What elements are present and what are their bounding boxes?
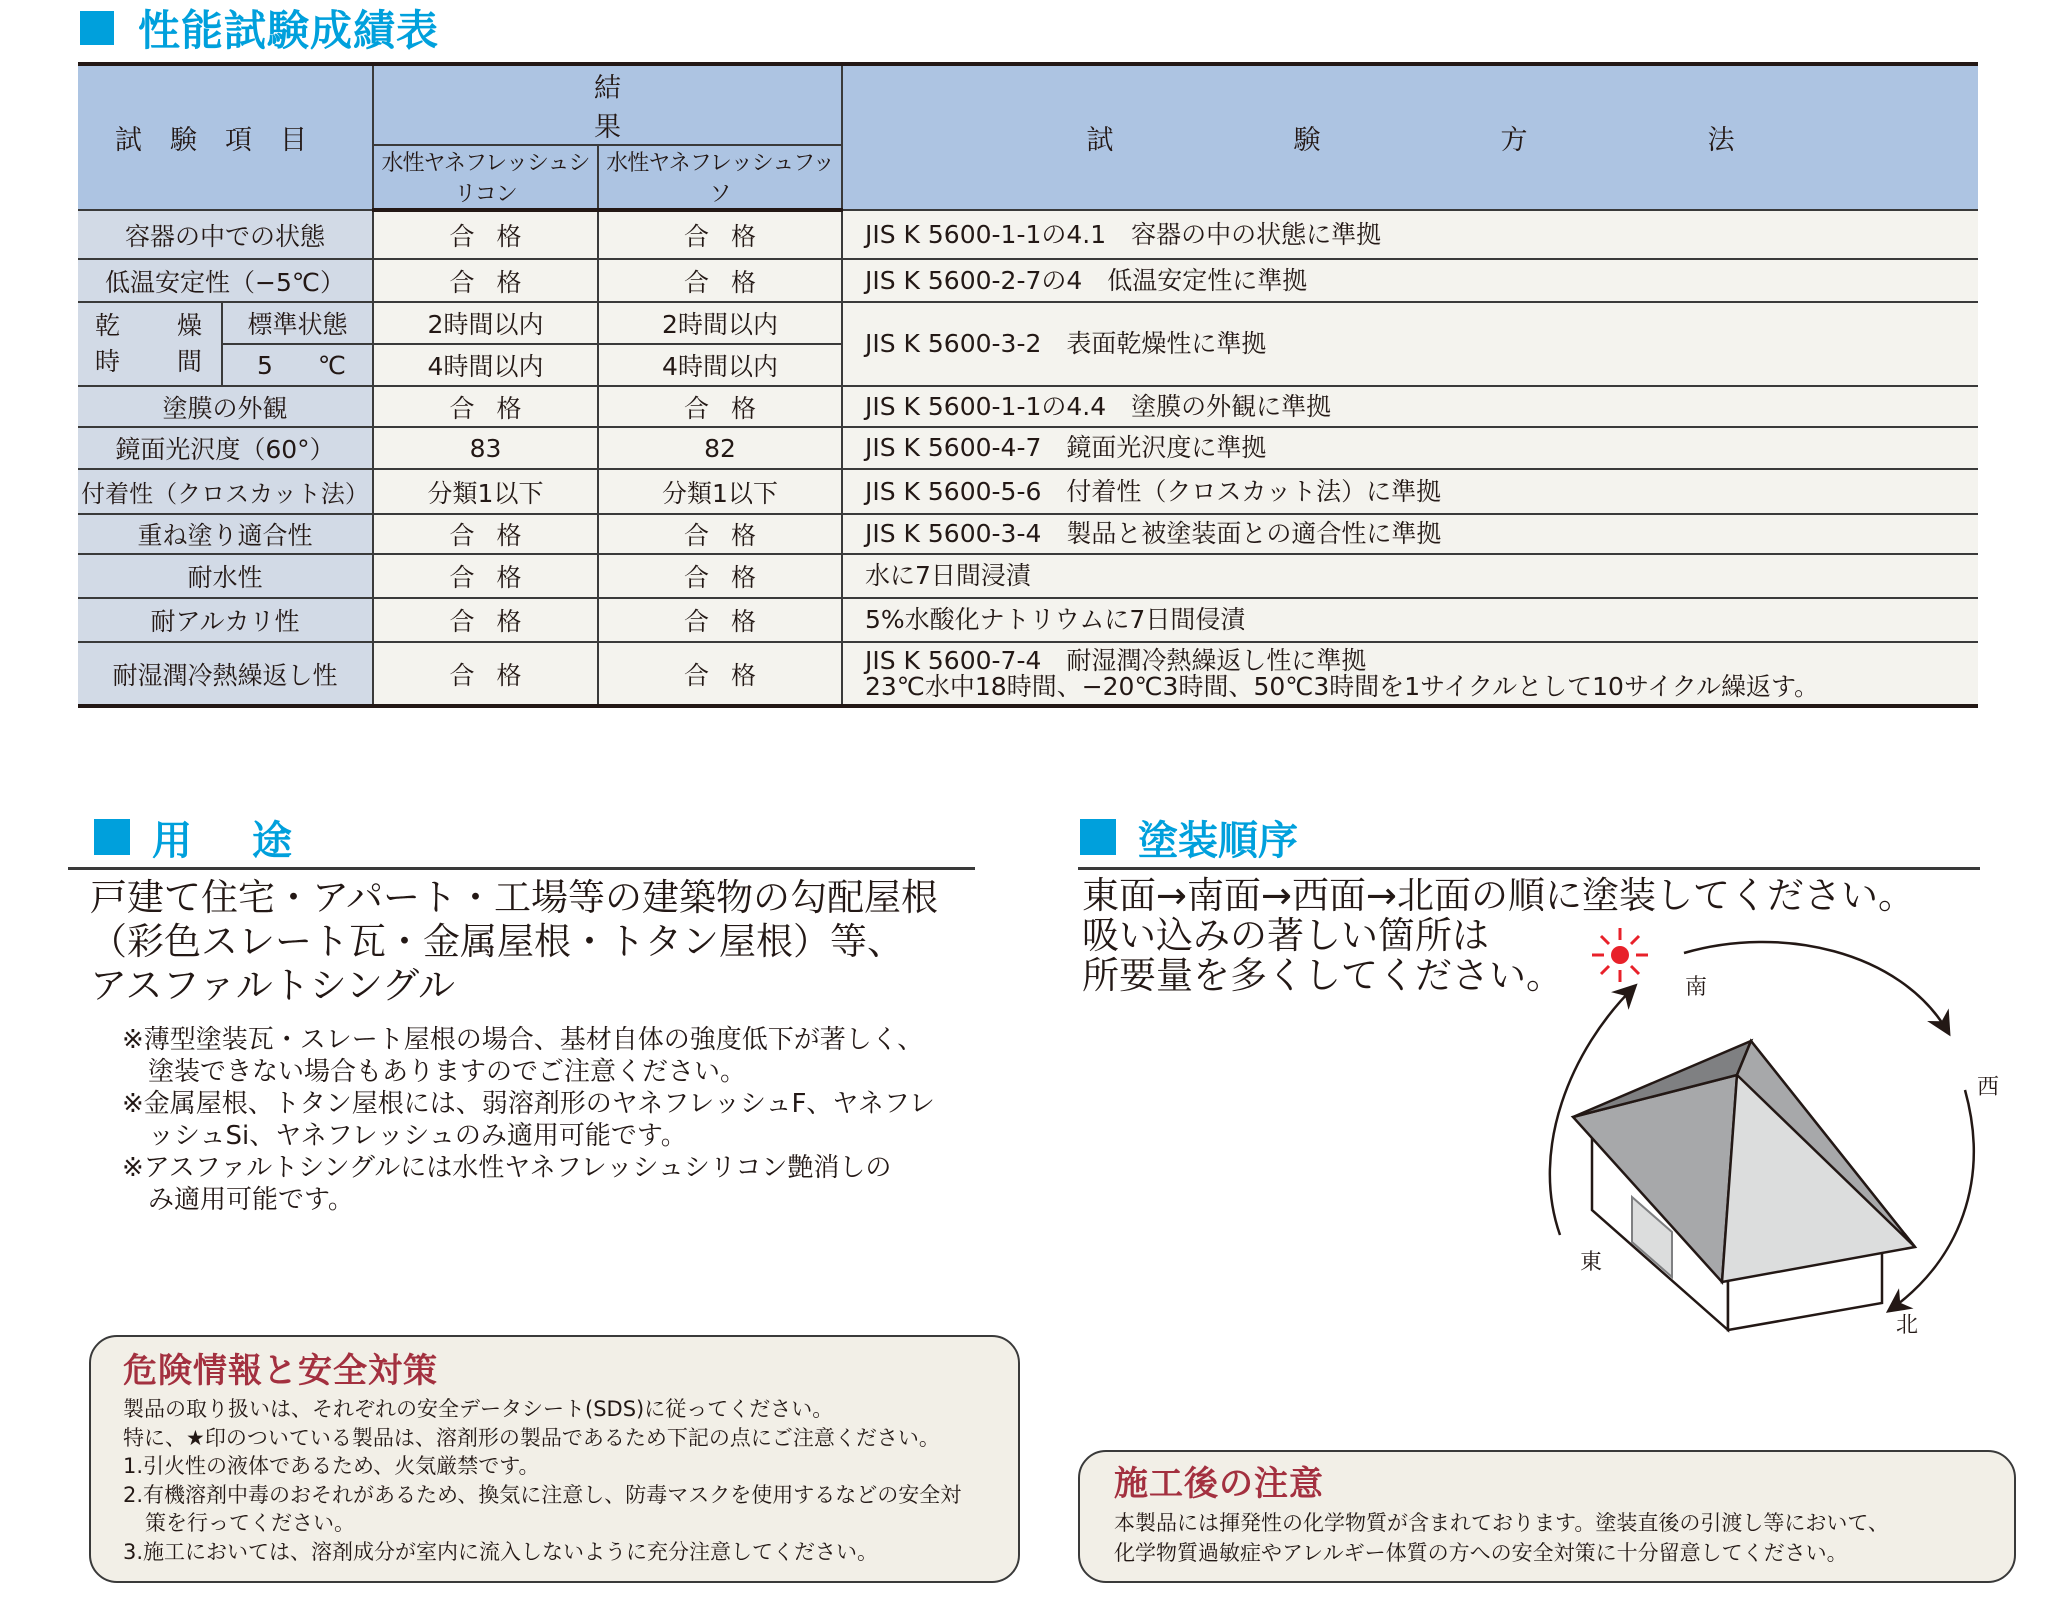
test-item: 重ね塗り適合性	[78, 514, 373, 554]
square-bullet-icon	[94, 819, 130, 855]
table-row	[78, 642, 1978, 706]
house-roof-illustration	[1540, 920, 2020, 1340]
usage-note-line: ッシュSi、ヤネフレッシュのみ適用可能です。	[122, 1121, 687, 1151]
test-item: 塗膜の外観	[78, 386, 373, 427]
table-row	[78, 598, 1978, 642]
table-row	[78, 427, 1978, 469]
result-fluoro: 合格	[683, 563, 778, 592]
usage-note-line: ※薄型塗装瓦・スレート屋根の場合、基材自体の強度低下が著しく、	[122, 1025, 924, 1055]
square-bullet-icon	[80, 11, 114, 45]
result-fluoro: 合格	[683, 607, 778, 636]
painting-order-line: 吸い込みの著しい箇所は	[1082, 914, 1489, 957]
test-item: 容器の中での状態	[78, 210, 373, 259]
hazard-line: 2.有機溶剤中毒のおそれがあるため、換気に注意し、防毒マスクを使用するなどの安全対	[123, 1482, 962, 1507]
test-method: JIS K 5600-2-7の4 低温安定性に準拠	[842, 259, 1978, 302]
test-method-line2: 23℃水中18時間、−20℃3時間、50℃3時間を1サイクルとして10サイクル繰返す。	[865, 671, 1819, 701]
label-west: 西	[1977, 1075, 2000, 1100]
table-row	[78, 469, 1978, 514]
hazard-info-box	[89, 1335, 1020, 1583]
sun-icon	[1592, 928, 1648, 982]
result-fluoro: 合格	[683, 267, 778, 297]
test-method: 水に7日間浸漬	[842, 554, 1978, 598]
label-east: 東	[1580, 1250, 1603, 1275]
usage-note-line: ※金属屋根、トタン屋根には、弱溶剤形のヤネフレッシュF、ヤネフレ	[122, 1089, 935, 1119]
test-method-line1: JIS K 5600-7-4 耐湿潤冷熱繰返し性に準拠	[865, 645, 1367, 675]
result-fluoro: 合格	[683, 660, 778, 690]
table-row	[78, 259, 1978, 302]
divider	[1078, 867, 1980, 870]
result-silicon: 合格	[449, 393, 544, 423]
usage-note-line: ※アスファルトシングルには水性ヤネフレッシュシリコン艶消しの	[122, 1153, 892, 1183]
after-care-line: 本製品には揮発性の化学物質が含まれております。塗装直後の引渡し等において、	[1114, 1511, 1889, 1535]
header-product-silicon: 水性ヤネフレッシュシリコン	[373, 145, 598, 210]
test-item: 鏡面光沢度（60°）	[78, 427, 373, 469]
hazard-line: 3.施工においては、溶剤成分が室内に流入しないように充分注意してください。	[123, 1539, 879, 1564]
header-product-fluoro: 水性ヤネフレッシュフッソ	[598, 145, 842, 210]
test-method: JIS K 5600-1-1の4.4 塗膜の外観に準拠	[842, 386, 1978, 427]
arrow-west-to-north-icon	[1890, 1090, 1974, 1310]
hazard-line: 策を行ってください。	[145, 1511, 355, 1535]
test-method: 5%水酸化ナトリウムに7日間侵漬	[842, 598, 1978, 642]
result-silicon: 合格	[449, 660, 544, 690]
page-title	[80, 2, 439, 54]
result-silicon: 合格	[449, 521, 544, 550]
hazard-line: 特に、★印のついている製品は、溶剤形の製品であるため下記の点にご注意ください。	[123, 1425, 940, 1450]
test-item: 付着性（クロスカット法）	[78, 469, 373, 514]
usage-note-line: 塗装できない場合もありますのでご注意ください。	[122, 1057, 747, 1087]
result-silicon: 2時間以内	[373, 302, 598, 344]
hazard-line: 製品の取り扱いは、それぞれの安全データシート(SDS)に従ってください。	[123, 1397, 834, 1421]
usage-line: 戸建て住宅・アパート・工場等の建築物の勾配屋根	[90, 876, 939, 919]
painting-order-line: 東面→南面→西面→北面の順に塗装してください。	[1082, 874, 1916, 917]
usage-heading	[94, 812, 352, 862]
test-item: 低温安定性（−5℃）	[78, 259, 373, 302]
result-silicon: 分類1以下	[373, 469, 598, 514]
drying-label-line1: 乾 燥	[94, 311, 218, 340]
result-fluoro: 2時間以内	[598, 302, 842, 344]
test-method: JIS K 5600-1-1の4.1 容器の中の状態に準拠	[842, 210, 1978, 259]
square-bullet-icon	[1080, 819, 1116, 855]
label-north: 北	[1896, 1313, 1919, 1338]
painting-order-heading-text: 塗装順序	[1138, 817, 1298, 864]
test-method: JIS K 5600-3-2 表面乾燥性に準拠	[842, 302, 1978, 386]
temp-value: 5	[257, 350, 273, 380]
table-row	[78, 210, 1978, 259]
usage-line: アスファルトシングル	[90, 964, 456, 1007]
result-fluoro: 合格	[683, 521, 778, 550]
after-care-line: 化学物質過敏症やアレルギー体質の方への安全対策に十分留意してください。	[1114, 1541, 1848, 1565]
painting-order-line: 所要量を多くしてください。	[1082, 954, 1563, 997]
test-item: 耐水性	[78, 554, 373, 598]
header-test-method: 試験方法	[842, 64, 1978, 210]
header-result: 結果	[373, 64, 842, 145]
result-silicon: 合格	[449, 563, 544, 592]
table-row	[78, 302, 1978, 344]
test-subitem-5c	[222, 344, 373, 386]
result-fluoro: 82	[598, 427, 842, 469]
temp-unit: ℃	[317, 350, 346, 380]
result-fluoro: 合格	[683, 222, 778, 251]
painting-order-heading	[1080, 812, 1298, 862]
result-silicon: 合格	[449, 607, 544, 636]
usage-notes	[122, 1024, 935, 1216]
result-silicon: 4時間以内	[373, 344, 598, 386]
test-method: JIS K 5600-3-4 製品と被塗装面との適合性に準拠	[842, 514, 1978, 554]
after-care-title: 施工後の注意	[1114, 1464, 1324, 1504]
result-fluoro: 4時間以内	[598, 344, 842, 386]
usage-heading-text: 用途	[152, 817, 352, 864]
result-silicon: 合格	[449, 267, 544, 297]
usage-line: （彩色スレート瓦・金属屋根・トタン屋根）等、	[90, 920, 904, 963]
divider	[68, 867, 975, 870]
usage-description	[90, 876, 938, 1008]
test-item-group-drying-time	[78, 302, 222, 386]
hazard-line: 1.引火性の液体であるため、火気厳禁です。	[123, 1454, 540, 1478]
test-method	[842, 642, 1978, 706]
header-test-item: 試験項目	[78, 64, 373, 210]
test-method: JIS K 5600-5-6 付着性（クロスカット法）に準拠	[842, 469, 1978, 514]
result-silicon: 合格	[449, 222, 544, 251]
result-fluoro: 分類1以下	[598, 469, 842, 514]
label-south: 南	[1685, 975, 1708, 1000]
painting-order-diagram	[1540, 920, 2020, 1340]
arrow-south-to-west-icon	[1684, 942, 1948, 1032]
drying-label-line2: 時 間	[94, 347, 218, 376]
performance-test-table	[78, 62, 1978, 708]
result-fluoro: 合格	[683, 393, 778, 423]
test-item: 耐アルカリ性	[78, 598, 373, 642]
test-item: 耐湿潤冷熱繰返し性	[78, 642, 373, 706]
test-subitem-standard: 標準状態	[222, 302, 373, 344]
table-row	[78, 514, 1978, 554]
page-title-text: 性能試験成績表	[138, 6, 440, 55]
result-silicon: 83	[373, 427, 598, 469]
usage-note-line: み適用可能です。	[122, 1185, 354, 1215]
table-row	[78, 554, 1978, 598]
after-care-box	[1078, 1450, 2016, 1583]
test-method: JIS K 5600-4-7 鏡面光沢度に準拠	[842, 427, 1978, 469]
table-row	[78, 386, 1978, 427]
hazard-title: 危険情報と安全対策	[123, 1351, 438, 1391]
